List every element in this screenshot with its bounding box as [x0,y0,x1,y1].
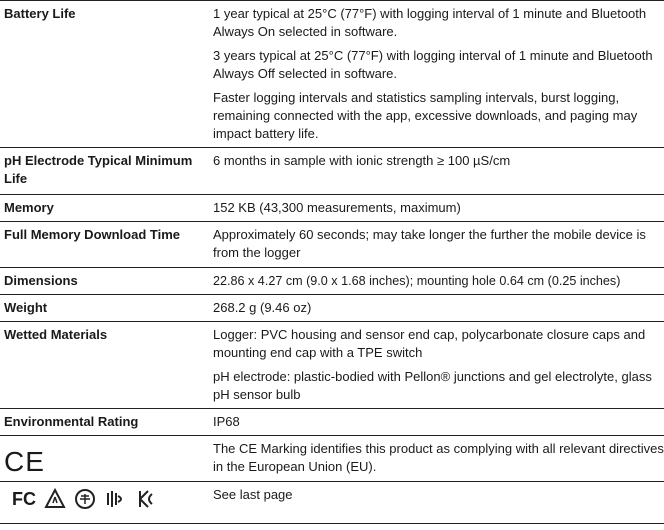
table-row [0,267,664,295]
value-paragraph: 22.86 x 4.27 cm (9.0 x 1.68 inches); mounting hole 0.64 cm (0.25 inches) [213,274,621,288]
value-paragraph: 3 years typical at 25°C (77°F) with logging interval of 1 minute and Bluetooth Always Off selected in software. [213,48,653,81]
row-label: Memory [4,200,54,215]
fc-mark-icon: FC [12,489,36,509]
table-row [0,0,664,148]
table-row [0,147,664,195]
value-paragraph: The CE Marking identifies this product as complying with all relevant directives in the European Union (EU). [213,441,664,474]
kc-mark-icon [134,488,156,510]
certification-icons [12,488,156,510]
value-paragraph: 268.2 g (9.46 oz) [213,300,312,315]
row-value [213,440,664,482]
value-paragraph: IP68 [213,414,240,429]
value-paragraph: Approximately 60 seconds; may take longer the further the mobile device is from the logger [213,227,646,260]
row-label: Full Memory Download Time [4,227,181,242]
table-row [0,408,664,436]
row-value [213,152,664,176]
row-label: pH Electrode Typical Minimum Life [4,153,193,186]
table-row [0,294,664,322]
value-paragraph: 152 KB (43,300 measurements, maximum) [213,200,461,215]
ce-mark-icon: CE [4,446,45,477]
row-label: Battery Life [4,6,76,21]
table-row [0,321,664,409]
row-label: Environmental Rating [4,414,139,429]
table-row [0,221,664,268]
row-value [213,299,664,323]
row-value [213,5,664,149]
ic-mark-icon [104,488,126,510]
value-paragraph: Faster logging intervals and statistics sampling intervals, burst logging, remaining connected with the app, excessive downloads, and paging may impact battery life. [213,90,638,141]
table-row [0,481,664,524]
row-label: Dimensions [4,273,78,288]
table-row [0,435,664,482]
row-value [213,226,664,268]
row-label: Wetted Materials [4,327,108,342]
row-value [213,326,664,410]
telec-mark-icon [74,488,96,510]
value-paragraph: pH electrode: plastic-bodied with Pellon® junctions and gel electrolyte, glass pH sensor bulb [213,369,652,402]
row-value [213,199,664,223]
row-value [213,272,664,296]
value-paragraph: 6 months in sample with ionic strength ≥ 100 µS/cm [213,153,511,168]
value-paragraph: Logger: PVC housing and sensor end cap, polycarbonate closure caps and mounting end cap with a TPE switch [213,327,646,360]
table-row [0,194,664,222]
row-value [213,413,664,437]
value-paragraph: See last page [213,487,293,502]
value-paragraph: 1 year typical at 25°C (77°F) with logging interval of 1 minute and Bluetooth Always On selected in software. [213,6,647,39]
row-label: Weight [4,300,48,315]
row-value [213,486,664,510]
rcm-mark-icon [44,488,66,510]
